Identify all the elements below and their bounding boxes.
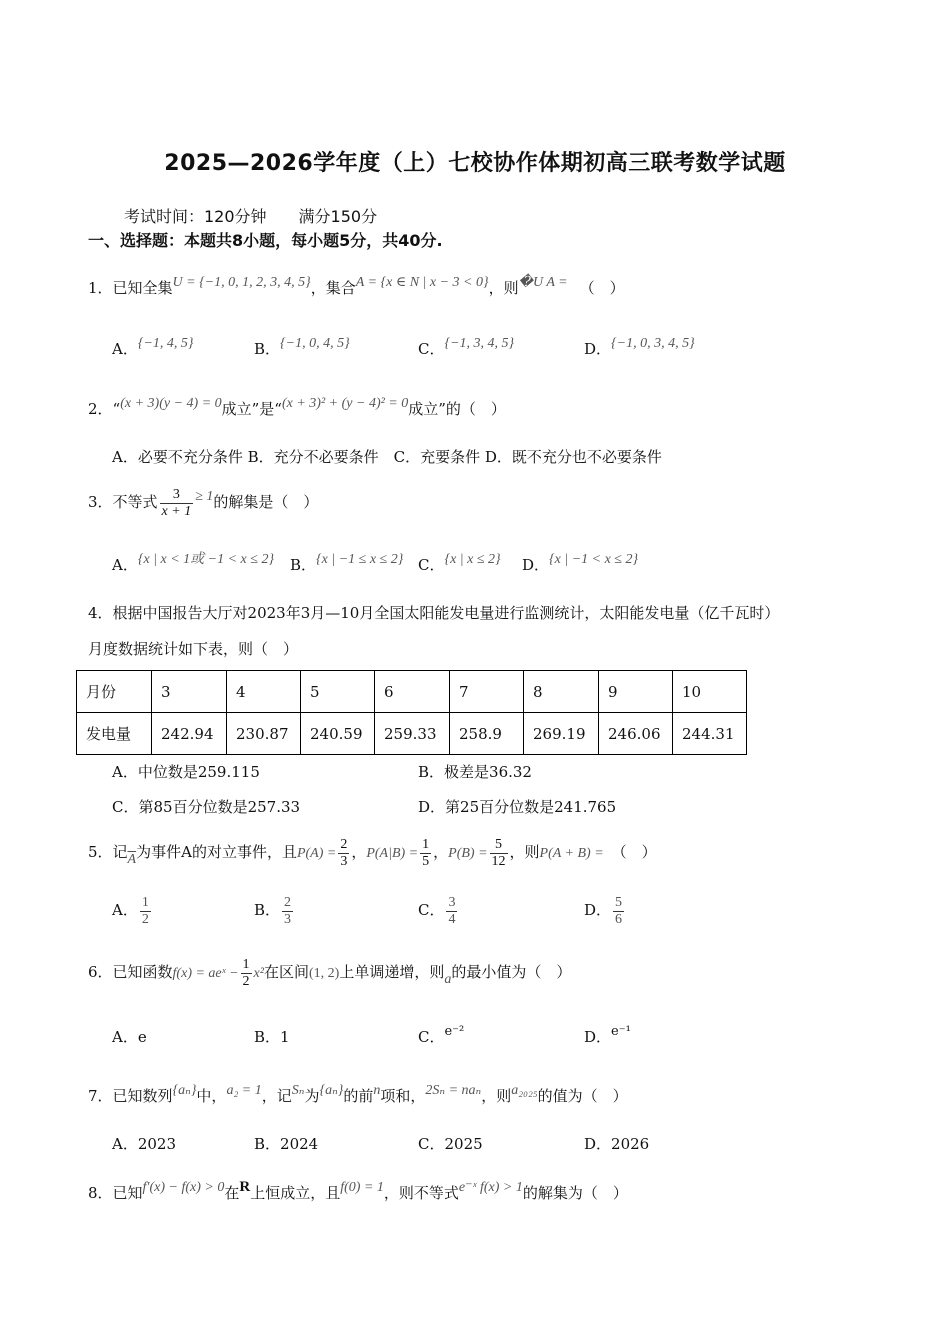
question-3: 3．不等式 $\frac{3}{x + 1}$ ≥ 1的解集是（ ） <box>88 486 319 519</box>
question-2: 2．“(x + 3)(y − 4) = 0成立”是“(x + 3)² + (y − 4)² = 0成立”的（ ） <box>88 396 506 418</box>
table-row <box>77 671 747 713</box>
option: D．第25百分位数是241.765 <box>418 798 617 816</box>
option: B．极差是36.32 <box>418 763 532 781</box>
option: A．2023 <box>112 1135 177 1153</box>
option: A．e <box>112 1028 147 1046</box>
math-complement: �U A = <box>518 275 568 290</box>
option: B．2024 <box>254 1135 319 1153</box>
table-cell: 230.87 <box>227 713 301 755</box>
table-cell: 240.59 <box>301 713 375 755</box>
option: B．{x | −1 ≤ x ≤ 2} <box>290 552 404 574</box>
option: A． $\frac{1}{2}$ <box>112 894 149 927</box>
option: D．{x | −1 < x ≤ 2} <box>522 552 639 574</box>
table-cell: 246.06 <box>599 713 673 755</box>
option: A．{−1, 4, 5} <box>112 336 194 358</box>
question-5: 5．记$\overline{A}$为事件A的对立事件，且P(A) = $\frac{2}{3}$ ，P(A|B) = $\frac{1}{5}$ ，P(B) = $\frac{5}{12}$ ，则P(A + B) = （ ） <box>88 836 657 869</box>
table-cell: 244.31 <box>673 713 747 755</box>
table-cell: 6 <box>375 671 450 713</box>
table-cell: 5 <box>301 671 375 713</box>
option: C． $\frac{3}{4}$ <box>418 894 456 927</box>
table-cell: 9 <box>599 671 673 713</box>
table-cell: 259.33 <box>375 713 450 755</box>
option: C．{−1, 3, 4, 5} <box>418 336 515 358</box>
table-cell: 7 <box>450 671 524 713</box>
option: B． $\frac{2}{3}$ <box>254 894 292 927</box>
option: A．{x | x < 1或 −1 < x ≤ 2} <box>112 552 275 574</box>
math-set-a: A = {x ∈ N | x − 3 < 0} <box>355 275 489 290</box>
option: B．1 <box>254 1028 290 1046</box>
question-7: 7．已知数列{aₙ}中，a₂ = 1，记Sₙ为{aₙ}的前n项和，2Sₙ = naₙ，则a₂₀₂₅的值为（ ） <box>88 1083 628 1105</box>
table-cell: 3 <box>152 671 227 713</box>
question-4-line1: 4．根据中国报告大厅对2023年3月—10月全国太阳能发电量进行监测统计，太阳能发电量（亿千瓦时） <box>88 604 780 622</box>
option: C．e⁻² <box>418 1024 465 1046</box>
table-cell: 269.19 <box>524 713 599 755</box>
math-universal-set: U = {−1, 0, 1, 2, 3, 4, 5} <box>172 275 311 290</box>
table-cell: 月份 <box>77 671 152 713</box>
option: D． $\frac{5}{6}$ <box>584 894 623 927</box>
exam-info: 考试时间：120分钟 满分150分 <box>124 207 378 226</box>
option: C．{x | x ≤ 2} <box>418 552 501 574</box>
question-8: 8．已知f′(x) − f(x) > 0在R上恒成立，且f(0) = 1，则不等式e⁻ˣ f(x) > 1的解集为（ ） <box>88 1179 628 1202</box>
option: D．2026 <box>584 1135 650 1153</box>
table-cell: 258.9 <box>450 713 524 755</box>
option: D．e⁻¹ <box>584 1024 631 1046</box>
section-heading: 一、选择题：本题共8小题，每小题5分，共40分. <box>88 231 443 250</box>
table-cell: 8 <box>524 671 599 713</box>
page-title: 2025—2026学年度（上）七校协作体期初高三联考数学试题 <box>164 151 786 176</box>
table-cell: 10 <box>673 671 747 713</box>
table-cell: 发电量 <box>77 713 152 755</box>
options-line: A．必要不充分条件 B．充分不必要条件 C．充要条件 D．既不充分也不必要条件 <box>112 448 662 466</box>
table-cell: 242.94 <box>152 713 227 755</box>
question-4-line2: 月度数据统计如下表，则（ ） <box>88 640 299 658</box>
question-1: 1．已知全集U = {−1, 0, 1, 2, 3, 4, 5}，集合A = {x ∈ N | x − 3 < 0}，则�U A = （ ） <box>88 275 625 297</box>
table-row <box>77 713 747 755</box>
table-cell: 4 <box>227 671 301 713</box>
option: A．中位数是259.115 <box>112 763 260 781</box>
option: C．第85百分位数是257.33 <box>112 798 301 816</box>
option: D．{−1, 0, 3, 4, 5} <box>584 336 695 358</box>
data-table <box>76 670 747 755</box>
option: C．2025 <box>418 1135 483 1153</box>
question-6: 6．已知函数f(x) = aeˣ − $\frac{1}{2}$ x²在区间(1, 2)上单调递增，则a的最小值为（ ） <box>88 956 572 989</box>
option: B．{−1, 0, 4, 5} <box>254 336 350 358</box>
